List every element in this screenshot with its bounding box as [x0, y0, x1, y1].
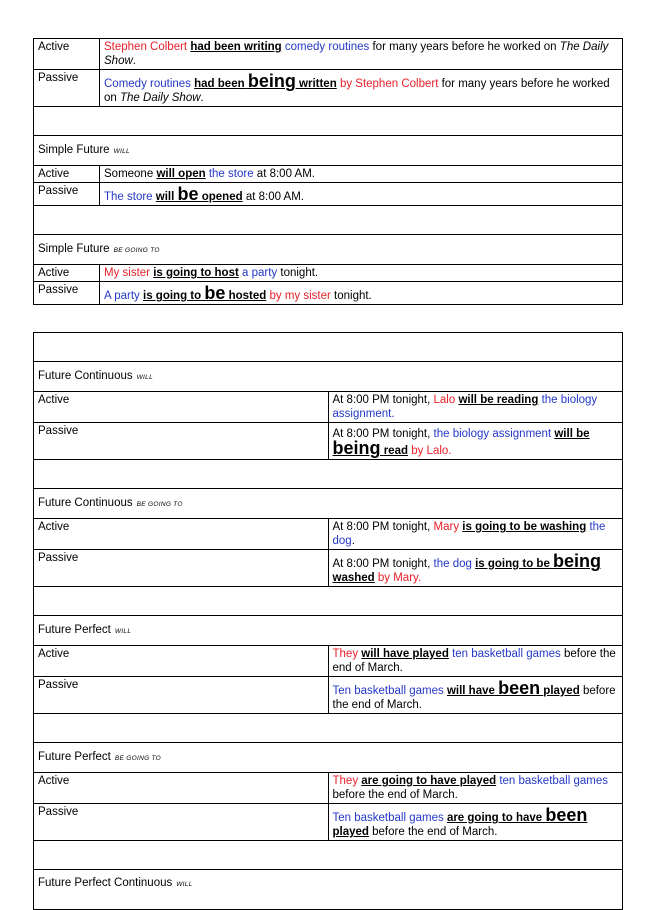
- row-label-passive: Passive: [34, 70, 100, 107]
- end-text: .: [391, 408, 395, 420]
- show-title: The Daily Show: [120, 92, 201, 104]
- passive-verb: will be being read: [332, 428, 590, 458]
- object-text: the biology assignment: [332, 394, 598, 420]
- rest-text: tonight.: [334, 290, 372, 302]
- end-text: .: [200, 92, 204, 104]
- subject-text: Ten basketball games: [332, 685, 444, 697]
- grammar-table-2: [33, 332, 623, 910]
- passive-verb: will be opened: [155, 184, 243, 204]
- active-sentence: [100, 166, 623, 183]
- section-title: Future Continuous BE GOING TO: [34, 489, 623, 519]
- row-label-passive: Passive: [34, 183, 100, 206]
- row-label-passive: Passive: [34, 550, 329, 587]
- table-row: [34, 392, 623, 423]
- rest-text: before the end of March.: [332, 648, 616, 674]
- active-sentence: [100, 39, 623, 70]
- form-label: WILL: [136, 373, 153, 381]
- row-label-active: Active: [34, 392, 329, 423]
- table-row: [34, 550, 623, 587]
- row-label-active: Active: [34, 519, 329, 550]
- agent-text: Mary: [433, 521, 460, 533]
- active-sentence: [328, 519, 623, 550]
- passive-sentence: [100, 282, 623, 305]
- passive-verb: is going to be hosted: [143, 283, 267, 303]
- form-label: BE GOING TO: [114, 754, 162, 762]
- rest-text: before the end of March.: [372, 826, 498, 838]
- verb-text: will be reading: [458, 394, 539, 406]
- passive-verb: had been being written: [194, 71, 337, 91]
- form-label: WILL: [113, 147, 130, 155]
- rest-text: tonight.: [280, 267, 319, 279]
- prefix-text: At 8:00 PM tonight,: [332, 394, 431, 406]
- section-header-row: [34, 489, 623, 519]
- section-header-row: [34, 235, 623, 265]
- blank-row: [34, 460, 623, 489]
- blank-row: [34, 206, 623, 235]
- rest-text: for many years before he worked on: [372, 41, 557, 53]
- blank-row: [34, 587, 623, 616]
- table-row: [34, 183, 623, 206]
- rest-text: at 8:00 AM.: [245, 191, 305, 203]
- prefix-text: At 8:00 PM tonight,: [332, 521, 431, 533]
- table-row: [34, 677, 623, 714]
- form-label: WILL: [176, 881, 193, 888]
- section-header-row: [34, 362, 623, 392]
- table-row: [34, 70, 623, 107]
- passive-verb: are going to have been played: [332, 805, 588, 838]
- agent-text: by Mary: [377, 572, 418, 584]
- active-sentence: [100, 265, 623, 282]
- active-sentence: [328, 773, 623, 804]
- agent-text: They: [332, 775, 359, 787]
- verb-text: are going to have played: [361, 775, 497, 787]
- show-title: The Daily Show: [104, 41, 609, 67]
- agent-text: by Stephen Colbert: [339, 78, 439, 90]
- grammar-table-1: [33, 38, 623, 305]
- section-title: Future Continuous WILL: [34, 362, 623, 392]
- object-text: the dog: [332, 521, 606, 547]
- form-label: BE GOING TO: [136, 500, 183, 508]
- row-label-passive: Passive: [34, 423, 329, 460]
- verb-text: will have played: [361, 648, 449, 660]
- end-text: .: [448, 445, 452, 457]
- subject-text: Someone: [104, 168, 154, 180]
- passive-sentence: [100, 183, 623, 206]
- rest-text: before the end of March.: [332, 789, 458, 801]
- end-text: .: [417, 572, 422, 584]
- passive-sentence: [100, 70, 623, 107]
- table-row: [34, 423, 623, 460]
- table-row: [34, 282, 623, 305]
- verb-text: is going to be washing: [462, 521, 587, 533]
- agent-text: They: [332, 648, 359, 660]
- passive-sentence: [328, 677, 623, 714]
- object-text: a party: [242, 267, 278, 279]
- rest-text: before the end of March.: [332, 685, 616, 711]
- prefix-text: At 8:00 PM tonight,: [332, 558, 431, 570]
- verb-text: is going to host: [153, 267, 239, 279]
- subject-text: A party: [104, 290, 140, 302]
- subject-text: the dog: [433, 558, 472, 570]
- table-row: [34, 166, 623, 183]
- form-label: WILL: [114, 627, 132, 635]
- verb-text: had been writing: [190, 41, 282, 53]
- end-text: .: [351, 535, 355, 547]
- row-label-passive: Passive: [34, 677, 329, 714]
- agent-text: Lalo: [433, 394, 456, 406]
- blank-row: [34, 714, 623, 743]
- blank-row: [34, 107, 623, 136]
- section-title: Simple Future BE GOING TO: [34, 235, 623, 265]
- passive-sentence: [328, 423, 623, 460]
- agent-text: Stephen Colbert: [104, 41, 188, 53]
- row-label-active: Active: [34, 265, 100, 282]
- table-row: [34, 519, 623, 550]
- subject-text: The store: [104, 191, 153, 203]
- blank-row: [34, 841, 623, 870]
- passive-sentence: [328, 550, 623, 587]
- section-title: Future Perfect WILL: [34, 616, 623, 646]
- section-header-row: [34, 616, 623, 646]
- agent-text: My sister: [104, 267, 150, 279]
- object-text: ten basketball games: [452, 648, 561, 660]
- end-text: .: [132, 55, 136, 67]
- section-header-row: [34, 743, 623, 773]
- row-label-active: Active: [34, 773, 329, 804]
- row-label-passive: Passive: [34, 282, 100, 305]
- object-text: the store: [208, 168, 254, 180]
- rest-text: for many years before he worked on: [104, 78, 610, 104]
- subject-text: the biology assignment: [433, 428, 552, 440]
- subject-text: Ten basketball games: [332, 812, 444, 824]
- prefix-text: At 8:00 PM tonight,: [332, 428, 431, 440]
- object-text: ten basketball games: [499, 775, 609, 787]
- agent-text: by my sister: [269, 290, 331, 302]
- active-sentence: [328, 392, 623, 423]
- section-title: Future Perfect Continuous WILL: [34, 870, 623, 910]
- object-text: comedy routines: [284, 41, 370, 53]
- section-title: Future Perfect BE GOING TO: [34, 743, 623, 773]
- table-row: [34, 39, 623, 70]
- row-label-active: Active: [34, 646, 329, 677]
- section-title: Simple Future WILL: [34, 136, 623, 166]
- rest-text: at 8:00 AM.: [256, 168, 315, 180]
- row-label-active: Active: [34, 166, 100, 183]
- passive-sentence: [328, 804, 623, 841]
- table-row: [34, 804, 623, 841]
- row-label-passive: Passive: [34, 804, 329, 841]
- table-row: [34, 773, 623, 804]
- verb-text: will open: [156, 168, 206, 180]
- active-sentence: [328, 646, 623, 677]
- section-header-row: [34, 870, 623, 910]
- table-row: [34, 646, 623, 677]
- passive-verb: will have been played: [446, 678, 580, 698]
- row-label-active: Active: [34, 39, 100, 70]
- passive-verb: is going to be being washed: [332, 551, 602, 584]
- subject-text: Comedy routines: [104, 78, 191, 90]
- form-label: BE GOING TO: [113, 246, 160, 254]
- blank-row: [34, 333, 623, 362]
- table-row: [34, 265, 623, 282]
- section-header-row: [34, 136, 623, 166]
- agent-text: by Lalo: [411, 445, 449, 457]
